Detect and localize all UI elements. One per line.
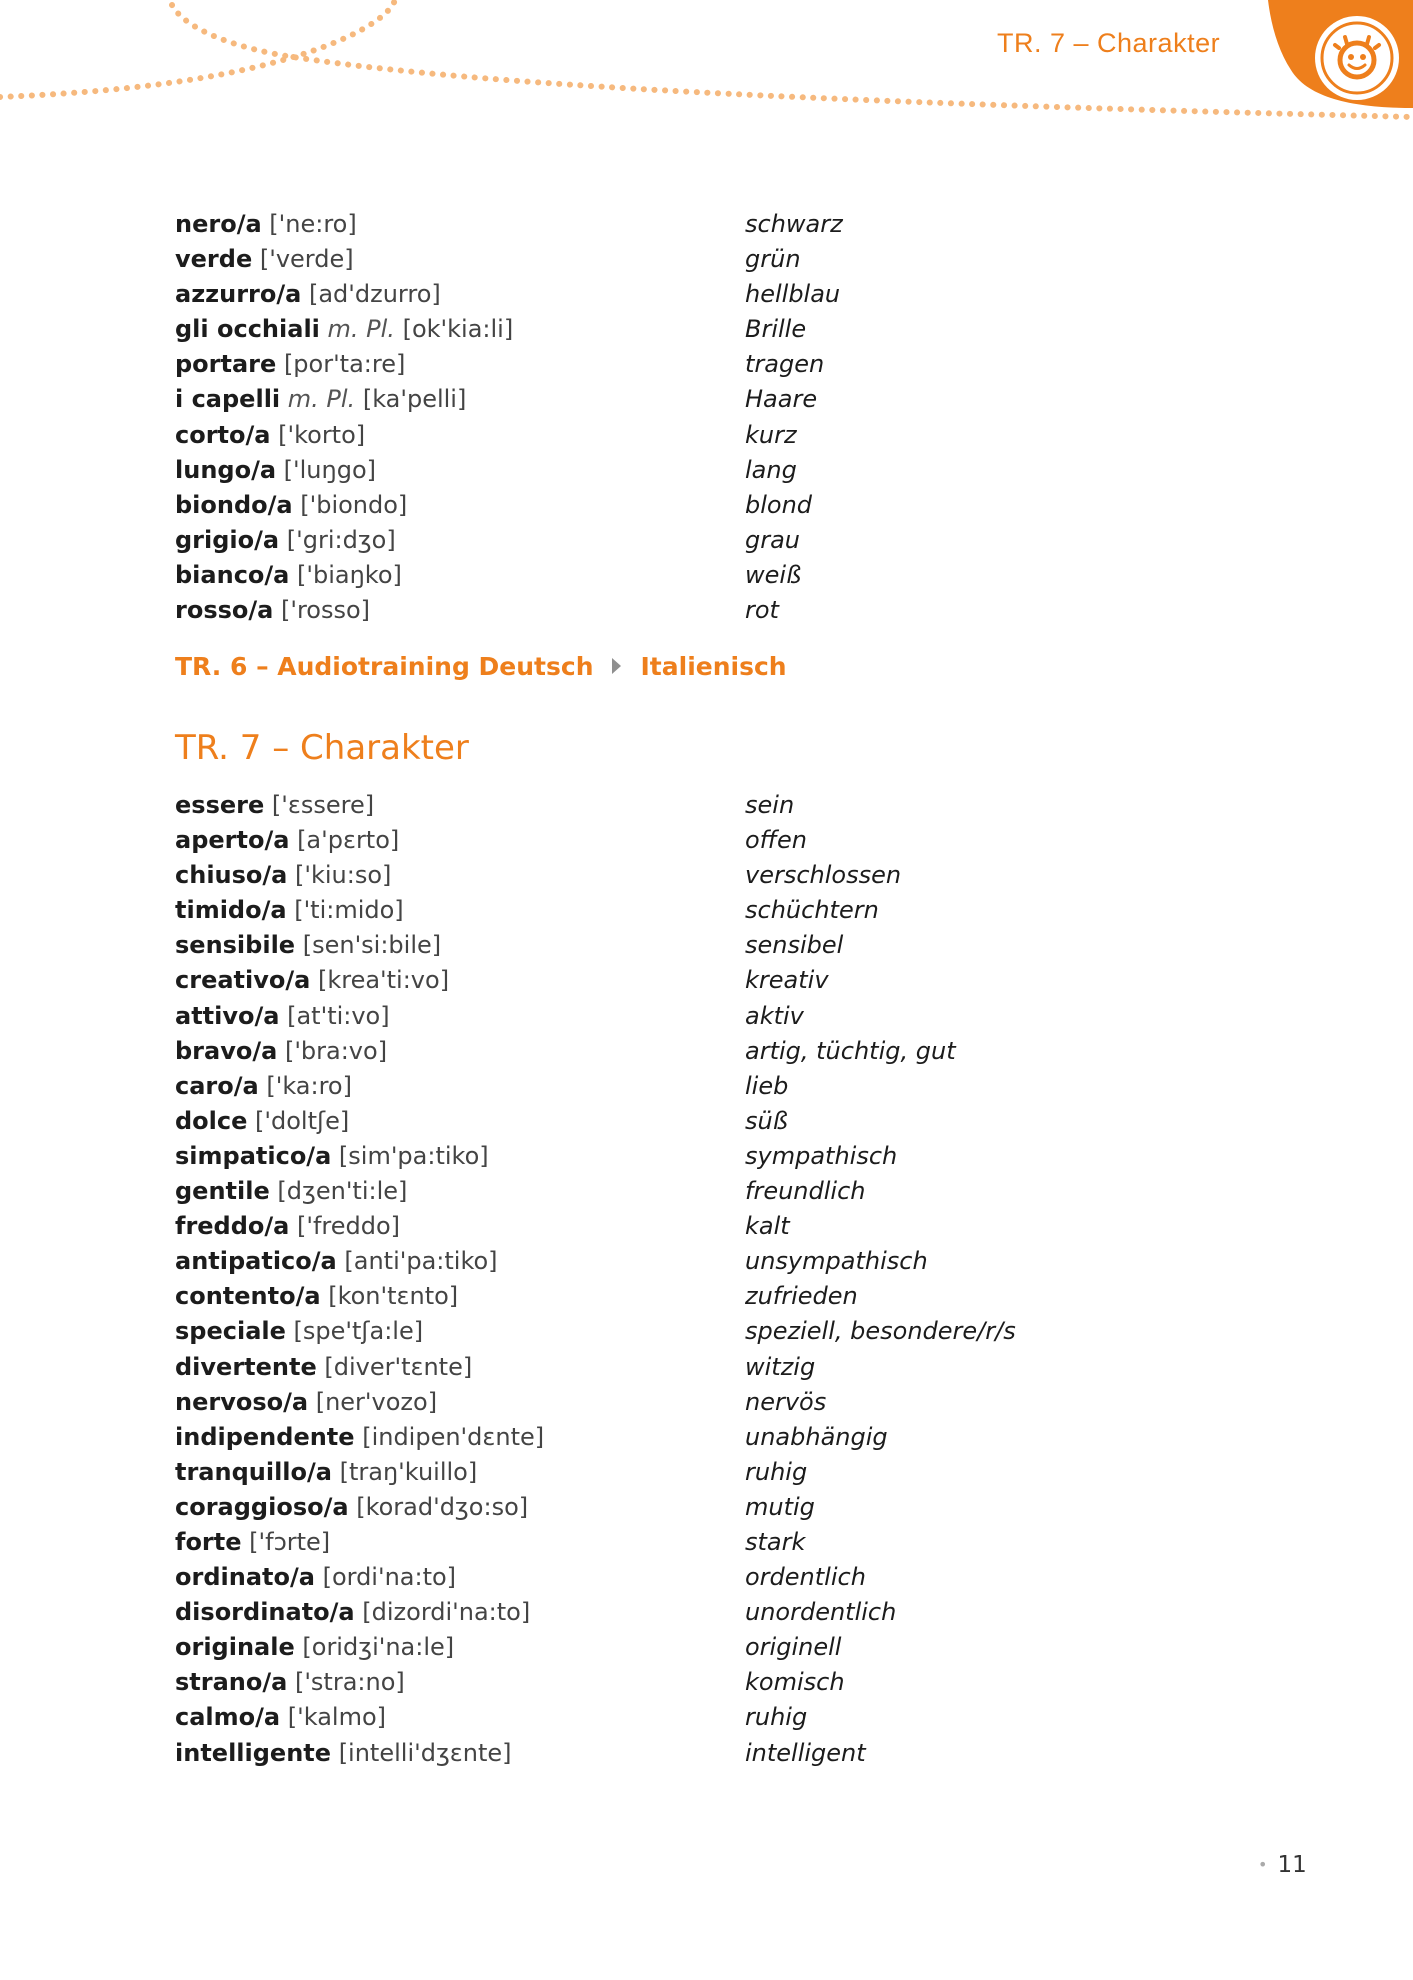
german-translation: offen [745, 826, 807, 855]
vocab-row [175, 1139, 1275, 1174]
vocab-row [175, 1104, 1275, 1139]
german-translation: ruhig [745, 1703, 808, 1732]
italian-word: divertente [175, 1352, 317, 1381]
vocab-row [175, 928, 1275, 963]
pronunciation: ['biaŋko] [297, 560, 402, 589]
vocab-row [175, 1455, 1275, 1490]
german-translation: sensibel [745, 931, 844, 960]
german-translation: ruhig [745, 1457, 808, 1486]
vocab-row [175, 347, 1275, 382]
vocab-row [175, 1490, 1275, 1525]
pronunciation: ['gri:dʒo] [286, 525, 396, 554]
pronunciation: [korad'dʒo:so] [356, 1492, 529, 1521]
german-translation: ordentlich [745, 1563, 866, 1592]
vocab-row [175, 1630, 1275, 1665]
pronunciation: [ner'vozo] [315, 1387, 438, 1416]
vocab-row [175, 1279, 1275, 1314]
vocab-row [175, 558, 1275, 593]
grammar-note: m. Pl. [327, 315, 395, 344]
vocab-row [175, 207, 1275, 242]
italian-word: timido/a [175, 896, 287, 925]
italian-word: i capelli [175, 385, 281, 414]
italian-word: rosso/a [175, 596, 274, 625]
vocab-row [175, 453, 1275, 488]
italian-word: verde [175, 245, 253, 274]
italian-word: dolce [175, 1106, 248, 1135]
vocab-row [175, 893, 1275, 928]
italian-word: strano/a [175, 1668, 288, 1697]
audiotraining-target: Italienisch [640, 652, 787, 681]
german-translation: artig, tüchtig, gut [745, 1036, 956, 1065]
italian-word: antipatico/a [175, 1247, 337, 1276]
pronunciation: [sen'si:bile] [302, 931, 442, 960]
vocab-row [175, 1314, 1275, 1349]
italian-word: chiuso/a [175, 861, 288, 890]
pronunciation: ['korto] [278, 420, 366, 449]
italian-word: tranquillo/a [175, 1457, 332, 1486]
german-translation: Brille [745, 315, 807, 344]
vocab-row [175, 1174, 1275, 1209]
section-title: TR. 7 – Charakter [175, 728, 469, 768]
german-translation: weiß [745, 560, 802, 589]
italian-word: biondo/a [175, 490, 293, 519]
pronunciation: [diver'tɛnte] [324, 1352, 473, 1381]
german-translation: nervös [745, 1387, 827, 1416]
italian-word: contento/a [175, 1282, 321, 1311]
pronunciation: ['kalmo] [287, 1703, 386, 1732]
vocab-row [175, 1736, 1275, 1771]
running-header-title: TR. 7 – Charakter [997, 28, 1221, 58]
vocab-row [175, 788, 1275, 823]
vocab-row [175, 1034, 1275, 1069]
vocab-row [175, 488, 1275, 523]
german-translation: originell [745, 1633, 842, 1662]
vocab-list-character [175, 788, 1275, 1771]
pronunciation: [krea'ti:vo] [317, 966, 450, 995]
italian-word: corto/a [175, 420, 271, 449]
german-translation: kreativ [745, 966, 829, 995]
german-translation: verschlossen [745, 861, 902, 890]
grammar-note: m. Pl. [287, 385, 356, 414]
german-translation: unordentlich [745, 1598, 897, 1627]
audiotraining-heading [175, 652, 787, 681]
vocab-row [175, 1525, 1275, 1560]
german-translation: sympathisch [745, 1141, 898, 1170]
german-translation: rot [745, 596, 779, 625]
pronunciation: [intelli'dʒɛnte] [338, 1738, 512, 1767]
german-translation: speziell, besondere/r/s [745, 1317, 1016, 1346]
italian-word: simpatico/a [175, 1141, 332, 1170]
pronunciation: [ka'pelli] [362, 385, 467, 414]
german-translation: grau [745, 525, 801, 554]
vocab-row [175, 1244, 1275, 1279]
german-translation: kalt [745, 1212, 790, 1241]
pronunciation: ['fɔrte] [249, 1527, 331, 1556]
pronunciation: [spe'tʃa:le] [293, 1317, 424, 1346]
vocab-row [175, 858, 1275, 893]
italian-word: speciale [175, 1317, 286, 1346]
german-translation: unabhängig [745, 1422, 888, 1451]
german-translation: unsympathisch [745, 1247, 928, 1276]
italian-word: lungo/a [175, 455, 277, 484]
pronunciation: ['doltʃe] [255, 1106, 350, 1135]
corner-badge [1233, 0, 1413, 130]
german-translation: freundlich [745, 1177, 866, 1206]
vocab-row [175, 277, 1275, 312]
german-translation: hellblau [745, 280, 841, 309]
pronunciation: ['biondo] [300, 490, 408, 519]
italian-word: nero/a [175, 210, 262, 238]
vocab-row [175, 1665, 1275, 1700]
german-translation: kurz [745, 420, 797, 449]
german-translation: tragen [745, 350, 825, 379]
vocab-row [175, 1560, 1275, 1595]
italian-word: portare [175, 350, 277, 379]
pronunciation: [sim'pa:tiko] [338, 1141, 489, 1170]
italian-word: attivo/a [175, 1001, 280, 1030]
pronunciation: [oridʒi'na:le] [302, 1633, 455, 1662]
pronunciation: ['rosso] [280, 596, 371, 625]
italian-word: nervoso/a [175, 1387, 309, 1416]
italian-word: gli occhiali [175, 315, 320, 344]
vocab-row [175, 1420, 1275, 1455]
italian-word: aperto/a [175, 826, 290, 855]
page-number-value: 11 [1277, 1852, 1307, 1878]
pronunciation: ['ɛssere] [271, 791, 375, 819]
italian-word: caro/a [175, 1071, 259, 1100]
vocab-row [175, 823, 1275, 858]
vocab-row [175, 523, 1275, 558]
vocab-row [175, 1700, 1275, 1735]
vocab-row [175, 1209, 1275, 1244]
vocab-row [175, 963, 1275, 998]
italian-word: essere [175, 791, 265, 819]
german-translation: sein [745, 791, 795, 819]
german-translation: aktiv [745, 1001, 804, 1030]
italian-word: originale [175, 1633, 295, 1662]
pronunciation: [anti'pa:tiko] [344, 1247, 498, 1276]
german-translation: schüchtern [745, 896, 879, 925]
pronunciation: [ad'dzurro] [308, 280, 441, 309]
pronunciation: [at'ti:vo] [287, 1001, 390, 1030]
vocab-row [175, 312, 1275, 347]
decorative-dotted-curves [0, 0, 1413, 140]
vocab-row [175, 382, 1275, 417]
italian-word: ordinato/a [175, 1563, 315, 1592]
german-translation: komisch [745, 1668, 845, 1697]
italian-word: calmo/a [175, 1703, 281, 1732]
pronunciation: ['ka:ro] [266, 1071, 352, 1100]
italian-word: forte [175, 1527, 242, 1556]
vocab-row [175, 242, 1275, 277]
pronunciation: ['ti:mido] [294, 896, 404, 925]
german-translation: mutig [745, 1492, 815, 1521]
vocab-row [175, 999, 1275, 1034]
pronunciation: ['ne:ro] [269, 210, 357, 238]
italian-word: bianco/a [175, 560, 290, 589]
audiotraining-label: TR. 6 – Audiotraining Deutsch [175, 652, 594, 681]
pronunciation: ['freddo] [297, 1212, 401, 1241]
german-translation: süß [745, 1106, 788, 1135]
german-translation: schwarz [745, 210, 843, 238]
pronunciation: [ordi'na:to] [322, 1563, 457, 1592]
german-translation: Haare [745, 385, 818, 414]
german-translation: lieb [745, 1071, 789, 1100]
german-translation: blond [745, 490, 813, 519]
pronunciation: ['luŋgo] [283, 455, 377, 484]
italian-word: bravo/a [175, 1036, 278, 1065]
pronunciation: [a'pɛrto] [297, 826, 400, 855]
italian-word: indipendente [175, 1422, 355, 1451]
italian-word: grigio/a [175, 525, 280, 554]
italian-word: azzurro/a [175, 280, 302, 309]
pronunciation: [indipen'dɛnte] [362, 1422, 545, 1451]
german-translation: grün [745, 245, 801, 274]
triangle-right-icon [612, 658, 621, 674]
pronunciation: [dʒen'ti:le] [277, 1177, 408, 1206]
italian-word: coraggioso/a [175, 1492, 349, 1521]
pronunciation: ['verde] [259, 245, 354, 274]
vocab-row [175, 418, 1275, 453]
italian-word: freddo/a [175, 1212, 290, 1241]
pronunciation: ['kiu:so] [295, 861, 392, 890]
german-translation: stark [745, 1527, 806, 1556]
italian-word: creativo/a [175, 966, 311, 995]
vocab-row [175, 1595, 1275, 1630]
german-translation: lang [745, 455, 797, 484]
pronunciation: [ok'kia:li] [402, 315, 514, 344]
italian-word: sensibile [175, 931, 296, 960]
vocab-row [175, 1385, 1275, 1420]
pronunciation: [dizordi'na:to] [362, 1598, 531, 1627]
vocab-list-appearance [175, 207, 1275, 628]
pronunciation: ['bra:vo] [284, 1036, 388, 1065]
smiley-sun-icon [1315, 16, 1399, 100]
german-translation: zufrieden [745, 1282, 858, 1311]
pronunciation: [traŋ'kuillo] [339, 1457, 478, 1486]
italian-word: intelligente [175, 1738, 332, 1767]
italian-word: disordinato/a [175, 1598, 355, 1627]
vocab-row [175, 593, 1275, 628]
vocab-row [175, 1350, 1275, 1385]
german-translation: witzig [745, 1352, 816, 1381]
german-translation: intelligent [745, 1738, 866, 1767]
pronunciation: ['stra:no] [294, 1668, 405, 1697]
page-number [1258, 1852, 1307, 1878]
bullet-dot: • [1258, 1855, 1268, 1874]
pronunciation: [por'ta:re] [283, 350, 406, 379]
vocab-row [175, 1069, 1275, 1104]
pronunciation: [kon'tɛnto] [328, 1282, 459, 1311]
italian-word: gentile [175, 1177, 270, 1206]
